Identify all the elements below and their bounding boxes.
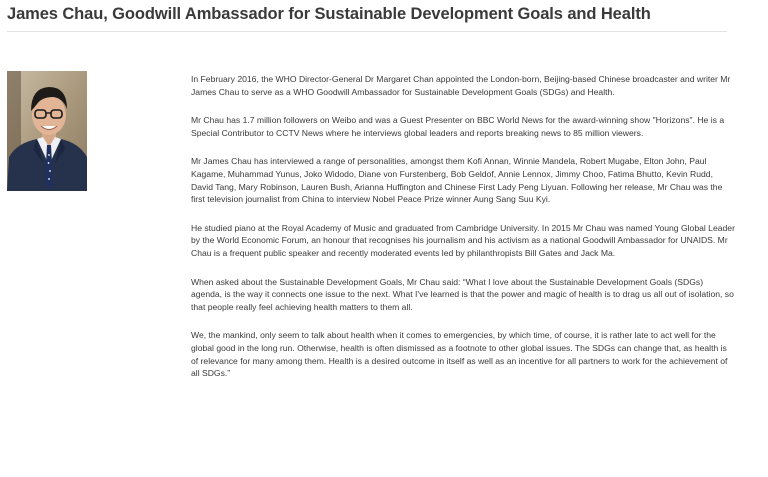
bio-paragraph: Mr Chau has 1.7 million followers on Weibo and was a Guest Presenter on BBC World News for the award-winning show "Horizons". He is a Special Contributor to CCTV News where he interviews global leaders and reports breaking news to 85 million viewers. bbox=[191, 115, 725, 138]
bio-paragraph: He studied piano at the Royal Academy of Music and graduated from Cambridge University. In 2015 Mr Chau was named Young Global Leader by the World Economic Forum, an honour that recognises his journalism and his activism as a national Goodwill Ambassador for UNAIDS. Mr Chau is a frequent public speaker and recently moderated events led by philanthropists Bill Gates and Jack Ma. bbox=[191, 222, 735, 258]
title-divider bbox=[7, 31, 727, 32]
bio-paragraph: In February 2016, the WHO Director-General Dr Margaret Chan appointed the London-born, Beijing-based Chinese broadcaster and writer Mr James Chau to serve as a WHO Goodwill Ambassador for Sustainable Development Goals (SDGs) and Health. bbox=[191, 74, 731, 97]
portrait-photo bbox=[7, 71, 87, 191]
bio-paragraph: We, the mankind, only seem to talk about health when it comes to emergencies, by which time, of course, it is rather late to act well for the global good in the long run. Otherwise, health is often dismissed as a footnote to other global issues. The SDGs can change that, as health is of relevance for many among them. Health is a desired outcome in itself as well as an incentive for all partners to work for the achievement of all SDGs.” bbox=[191, 330, 728, 379]
page-title: James Chau, Goodwill Ambassador for Sustainable Development Goals and Health bbox=[7, 5, 651, 23]
bio-text bbox=[191, 73, 736, 380]
bio-paragraph: When asked about the Sustainable Development Goals, Mr Chau said: “What I love about the Sustainable Development Goals (SDGs) agenda, is the way it connects one issue to the next. What I've learned is that the power and magic of health is to drag us all out of isolation, so that people really feel achieving health matters to them all. bbox=[191, 276, 734, 312]
bio-paragraph: Mr James Chau has interviewed a range of personalities, amongst them Kofi Annan, Winnie Mandela, Robert Mugabe, Elton John, Paul Kagame, Muhammad Yunus, Joko Widodo, Diane von Furstenberg, Bob Geldof, Annie Lennox, Jimmy Choo, Fatima Bhutto, Kevin Rudd, David Tang, Mary Robinson, Lauren Bush, Arianna Huffington and Chinese First Lady Peng Liyuan. Following her release, Mr Chau was the first television journalist from China to interview Nobel Peace Prize winner Aung Sang Suu Kyi. bbox=[191, 156, 723, 205]
